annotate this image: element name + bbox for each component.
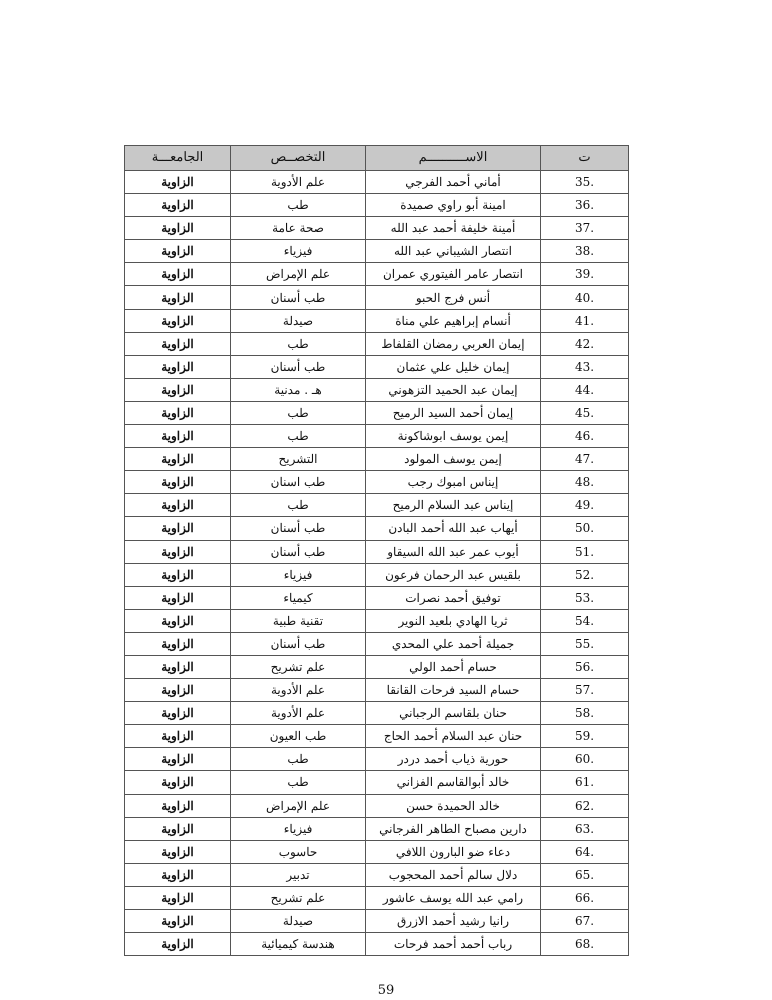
header-name: الاســــــــــم xyxy=(366,146,541,171)
cell-number: 63. xyxy=(541,817,629,840)
cell-name: جميلة أحمد علي المحدي xyxy=(366,632,541,655)
cell-university: الزاوية xyxy=(125,194,231,217)
cell-specialization: علم الإمراض xyxy=(231,794,366,817)
table-row xyxy=(125,425,629,448)
table-row xyxy=(125,286,629,309)
cell-name: إيمان أحمد السيد الرميح xyxy=(366,401,541,424)
cell-number: 42. xyxy=(541,332,629,355)
students-table-container xyxy=(124,145,628,956)
cell-specialization: هندسة كيميائية xyxy=(231,933,366,956)
cell-university: الزاوية xyxy=(125,494,231,517)
cell-specialization: هـ . مدنية xyxy=(231,378,366,401)
cell-name: ثريا الهادي بلعيد النوير xyxy=(366,609,541,632)
header-university: الجامعـــة xyxy=(125,146,231,171)
cell-specialization: التشريح xyxy=(231,448,366,471)
cell-number: 38. xyxy=(541,240,629,263)
table-row xyxy=(125,263,629,286)
cell-university: الزاوية xyxy=(125,401,231,424)
cell-university: الزاوية xyxy=(125,910,231,933)
cell-name: إيمان العربي رمضان القلفاط xyxy=(366,332,541,355)
cell-specialization: صحة عامة xyxy=(231,217,366,240)
cell-name: إيناس عبد السلام الرميح xyxy=(366,494,541,517)
table-row xyxy=(125,933,629,956)
cell-name: حنان عبد السلام أحمد الحاج xyxy=(366,725,541,748)
cell-specialization: علم الأدوية xyxy=(231,702,366,725)
table-row xyxy=(125,355,629,378)
cell-specialization: تقنية طبية xyxy=(231,609,366,632)
cell-specialization: طب xyxy=(231,748,366,771)
cell-name: حورية ذياب أحمد دردر xyxy=(366,748,541,771)
table-row xyxy=(125,632,629,655)
cell-specialization: علم تشريح xyxy=(231,655,366,678)
cell-number: 51. xyxy=(541,540,629,563)
cell-university: الزاوية xyxy=(125,863,231,886)
cell-university: الزاوية xyxy=(125,679,231,702)
cell-number: 64. xyxy=(541,840,629,863)
cell-name: انتصار الشيباني عبد الله xyxy=(366,240,541,263)
cell-name: إيناس امبوك رجب xyxy=(366,471,541,494)
table-row xyxy=(125,494,629,517)
cell-university: الزاوية xyxy=(125,886,231,909)
cell-number: 37. xyxy=(541,217,629,240)
cell-number: 60. xyxy=(541,748,629,771)
table-row xyxy=(125,217,629,240)
cell-specialization: صيدلة xyxy=(231,309,366,332)
table-row xyxy=(125,771,629,794)
cell-university: الزاوية xyxy=(125,309,231,332)
table-row xyxy=(125,679,629,702)
cell-specialization: حاسوب xyxy=(231,840,366,863)
cell-university: الزاوية xyxy=(125,286,231,309)
cell-specialization: علم الأدوية xyxy=(231,171,366,194)
cell-university: الزاوية xyxy=(125,609,231,632)
cell-number: 56. xyxy=(541,655,629,678)
cell-number: 57. xyxy=(541,679,629,702)
table-row xyxy=(125,863,629,886)
table-row xyxy=(125,563,629,586)
cell-number: 46. xyxy=(541,425,629,448)
cell-name: أنس فرج الحبو xyxy=(366,286,541,309)
cell-number: 67. xyxy=(541,910,629,933)
cell-university: الزاوية xyxy=(125,332,231,355)
table-row xyxy=(125,840,629,863)
cell-number: 66. xyxy=(541,886,629,909)
cell-university: الزاوية xyxy=(125,794,231,817)
cell-name: أمينة خليفة أحمد عبد الله xyxy=(366,217,541,240)
header-number: ت xyxy=(541,146,629,171)
cell-number: 47. xyxy=(541,448,629,471)
cell-name: أماني أحمد الفرجي xyxy=(366,171,541,194)
table-row xyxy=(125,540,629,563)
cell-specialization: طب xyxy=(231,332,366,355)
cell-university: الزاوية xyxy=(125,840,231,863)
cell-specialization: كيمياء xyxy=(231,586,366,609)
table-row xyxy=(125,702,629,725)
cell-university: الزاوية xyxy=(125,748,231,771)
cell-name: دعاء ضو البارون اللافي xyxy=(366,840,541,863)
cell-name: انتصار عامر الفيتوري عمران xyxy=(366,263,541,286)
cell-number: 52. xyxy=(541,563,629,586)
cell-specialization: طب أسنان xyxy=(231,517,366,540)
cell-university: الزاوية xyxy=(125,586,231,609)
cell-university: الزاوية xyxy=(125,217,231,240)
cell-name: إيمان خليل علي عثمان xyxy=(366,355,541,378)
cell-specialization: فيزياء xyxy=(231,240,366,263)
cell-number: 68. xyxy=(541,933,629,956)
cell-number: 61. xyxy=(541,771,629,794)
cell-number: 45. xyxy=(541,401,629,424)
cell-number: 36. xyxy=(541,194,629,217)
cell-number: 58. xyxy=(541,702,629,725)
cell-name: رانيا رشيد أحمد الازرق xyxy=(366,910,541,933)
cell-name: خالد أبوالقاسم الفزاني xyxy=(366,771,541,794)
cell-university: الزاوية xyxy=(125,655,231,678)
table-row xyxy=(125,378,629,401)
cell-number: 53. xyxy=(541,586,629,609)
cell-name: أيهاب عبد الله أحمد البادن xyxy=(366,517,541,540)
table-row xyxy=(125,332,629,355)
cell-university: الزاوية xyxy=(125,563,231,586)
cell-name: امينة أبو راوي صميدة xyxy=(366,194,541,217)
cell-name: رباب أحمد أحمد فرحات xyxy=(366,933,541,956)
cell-number: 39. xyxy=(541,263,629,286)
cell-university: الزاوية xyxy=(125,240,231,263)
table-row xyxy=(125,910,629,933)
cell-number: 40. xyxy=(541,286,629,309)
cell-name: حسام أحمد الولي xyxy=(366,655,541,678)
table-row xyxy=(125,886,629,909)
cell-specialization: طب xyxy=(231,401,366,424)
cell-university: الزاوية xyxy=(125,355,231,378)
cell-university: الزاوية xyxy=(125,771,231,794)
table-body xyxy=(125,171,629,956)
cell-number: 55. xyxy=(541,632,629,655)
cell-university: الزاوية xyxy=(125,171,231,194)
cell-name: حسام السيد فرحات القانقا xyxy=(366,679,541,702)
header-specialization: التخصــص xyxy=(231,146,366,171)
cell-specialization: صيدلة xyxy=(231,910,366,933)
table-row xyxy=(125,471,629,494)
cell-specialization: علم تشريح xyxy=(231,886,366,909)
table-row xyxy=(125,309,629,332)
cell-name: توفيق أحمد نصرات xyxy=(366,586,541,609)
cell-university: الزاوية xyxy=(125,378,231,401)
cell-number: 41. xyxy=(541,309,629,332)
cell-specialization: طب أسنان xyxy=(231,355,366,378)
cell-university: الزاوية xyxy=(125,471,231,494)
cell-number: 48. xyxy=(541,471,629,494)
cell-name: أيوب عمر عبد الله السيقاو xyxy=(366,540,541,563)
cell-specialization: طب xyxy=(231,194,366,217)
cell-name: بلقيس عبد الرحمان فرعون xyxy=(366,563,541,586)
cell-number: 49. xyxy=(541,494,629,517)
cell-number: 59. xyxy=(541,725,629,748)
cell-number: 65. xyxy=(541,863,629,886)
cell-specialization: فيزياء xyxy=(231,563,366,586)
cell-name: إيمن يوسف المولود xyxy=(366,448,541,471)
cell-specialization: طب أسنان xyxy=(231,286,366,309)
cell-number: 35. xyxy=(541,171,629,194)
cell-university: الزاوية xyxy=(125,702,231,725)
cell-specialization: علم الأدوية xyxy=(231,679,366,702)
table-row xyxy=(125,748,629,771)
cell-specialization: طب xyxy=(231,494,366,517)
cell-university: الزاوية xyxy=(125,933,231,956)
table-row xyxy=(125,794,629,817)
table-row xyxy=(125,171,629,194)
cell-university: الزاوية xyxy=(125,632,231,655)
cell-name: أنسام إبراهيم علي مناة xyxy=(366,309,541,332)
table-row xyxy=(125,401,629,424)
page-number: 59 xyxy=(377,983,395,998)
table-row xyxy=(125,448,629,471)
table-row xyxy=(125,655,629,678)
cell-number: 50. xyxy=(541,517,629,540)
cell-specialization: طب اسنان xyxy=(231,471,366,494)
cell-university: الزاوية xyxy=(125,817,231,840)
cell-name: دلال سالم أحمد المحجوب xyxy=(366,863,541,886)
cell-university: الزاوية xyxy=(125,425,231,448)
cell-specialization: تدبير xyxy=(231,863,366,886)
cell-university: الزاوية xyxy=(125,448,231,471)
cell-university: الزاوية xyxy=(125,263,231,286)
cell-name: إيمان عبد الحميد التزهوني xyxy=(366,378,541,401)
cell-university: الزاوية xyxy=(125,517,231,540)
students-table xyxy=(124,145,629,956)
table-row xyxy=(125,194,629,217)
cell-specialization: طب أسنان xyxy=(231,632,366,655)
cell-specialization: طب العيون xyxy=(231,725,366,748)
cell-name: رامي عبد الله يوسف عاشور xyxy=(366,886,541,909)
cell-number: 43. xyxy=(541,355,629,378)
cell-specialization: طب xyxy=(231,771,366,794)
cell-university: الزاوية xyxy=(125,725,231,748)
cell-number: 54. xyxy=(541,609,629,632)
table-row xyxy=(125,240,629,263)
cell-specialization: فيزياء xyxy=(231,817,366,840)
cell-number: 44. xyxy=(541,378,629,401)
cell-number: 62. xyxy=(541,794,629,817)
table-row xyxy=(125,586,629,609)
cell-name: دارين مصباح الطاهر الفرجاني xyxy=(366,817,541,840)
cell-specialization: طب xyxy=(231,425,366,448)
cell-university: الزاوية xyxy=(125,540,231,563)
table-row xyxy=(125,609,629,632)
cell-name: حنان بلقاسم الرجباني xyxy=(366,702,541,725)
table-header-row xyxy=(125,146,629,171)
cell-specialization: طب أسنان xyxy=(231,540,366,563)
table-row xyxy=(125,817,629,840)
cell-name: خالد الحميدة حسن xyxy=(366,794,541,817)
table-row xyxy=(125,725,629,748)
table-row xyxy=(125,517,629,540)
cell-specialization: علم الإمراض xyxy=(231,263,366,286)
cell-name: إيمن يوسف ابوشاكونة xyxy=(366,425,541,448)
